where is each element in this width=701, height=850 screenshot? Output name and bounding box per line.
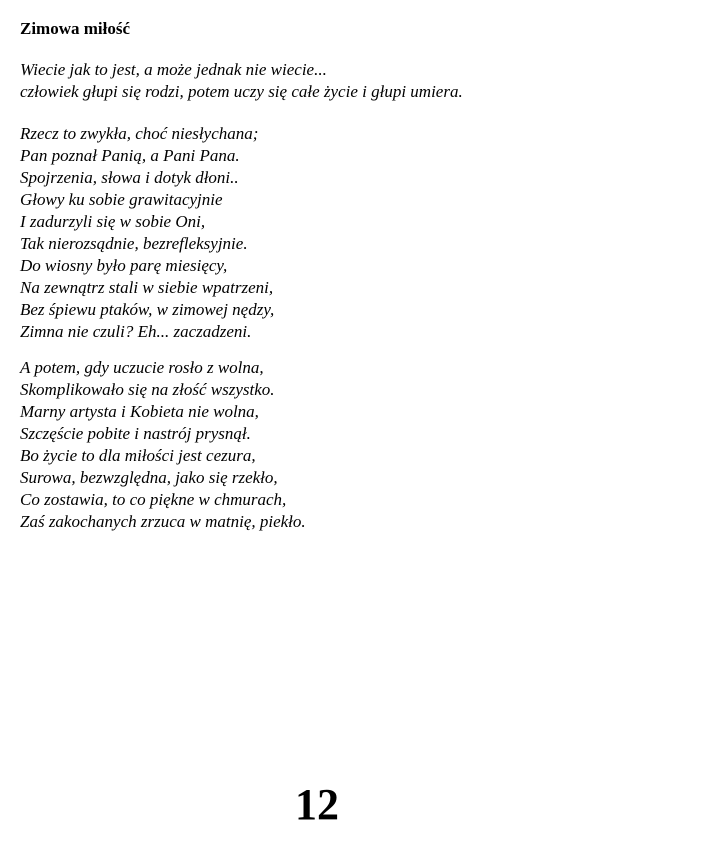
poem-line: Skomplikowało się na złość wszystko. [20, 380, 275, 399]
poem-line: Szczęście pobite i nastrój prysnął. [20, 424, 251, 443]
poem-line: Głowy ku sobie grawitacyjnie [20, 190, 223, 209]
poem-line: Bez śpiewu ptaków, w zimowej nędzy, [20, 300, 275, 319]
poem-line: Zaś zakochanych zrzuca w matnię, piekło. [20, 512, 306, 531]
poem-line: Surowa, bezwzględna, jako się rzekło, [20, 468, 278, 487]
poem-line: Do wiosny było parę miesięcy, [20, 256, 228, 275]
poem-line: Tak nierozsądnie, bezrefleksyjnie. [20, 234, 248, 253]
stanza [20, 123, 274, 343]
poem-line: Rzecz to zwykła, choć niesłychana; [20, 124, 259, 143]
poem-line: Co zostawia, to co piękne w chmurach, [20, 490, 287, 509]
poem-line: I zadurzyli się w sobie Oni, [20, 212, 206, 231]
poem-line: Zimna nie czuli? Eh... zaczadzeni. [20, 322, 252, 341]
poem-line: człowiek głupi się rodzi, potem uczy się całe życie i głupi umiera. [20, 82, 463, 101]
stanza [20, 59, 463, 103]
poem-line: Spojrzenia, słowa i dotyk dłoni.. [20, 168, 239, 187]
poem-line: A potem, gdy uczucie rosło z wolna, [20, 358, 264, 377]
poem-line: Pan poznał Panią, a Pani Pana. [20, 146, 240, 165]
stanza [20, 357, 306, 533]
poem-title: Zimowa miłość [20, 19, 131, 38]
poem-line: Na zewnątrz stali w siebie wpatrzeni, [20, 278, 274, 297]
poem-line: Wiecie jak to jest, a może jednak nie wiecie... [20, 60, 327, 79]
poem-line: Bo życie to dla miłości jest cezura, [20, 446, 256, 465]
poem-line: Marny artysta i Kobieta nie wolna, [20, 402, 259, 421]
page-number: 12 [295, 780, 339, 829]
